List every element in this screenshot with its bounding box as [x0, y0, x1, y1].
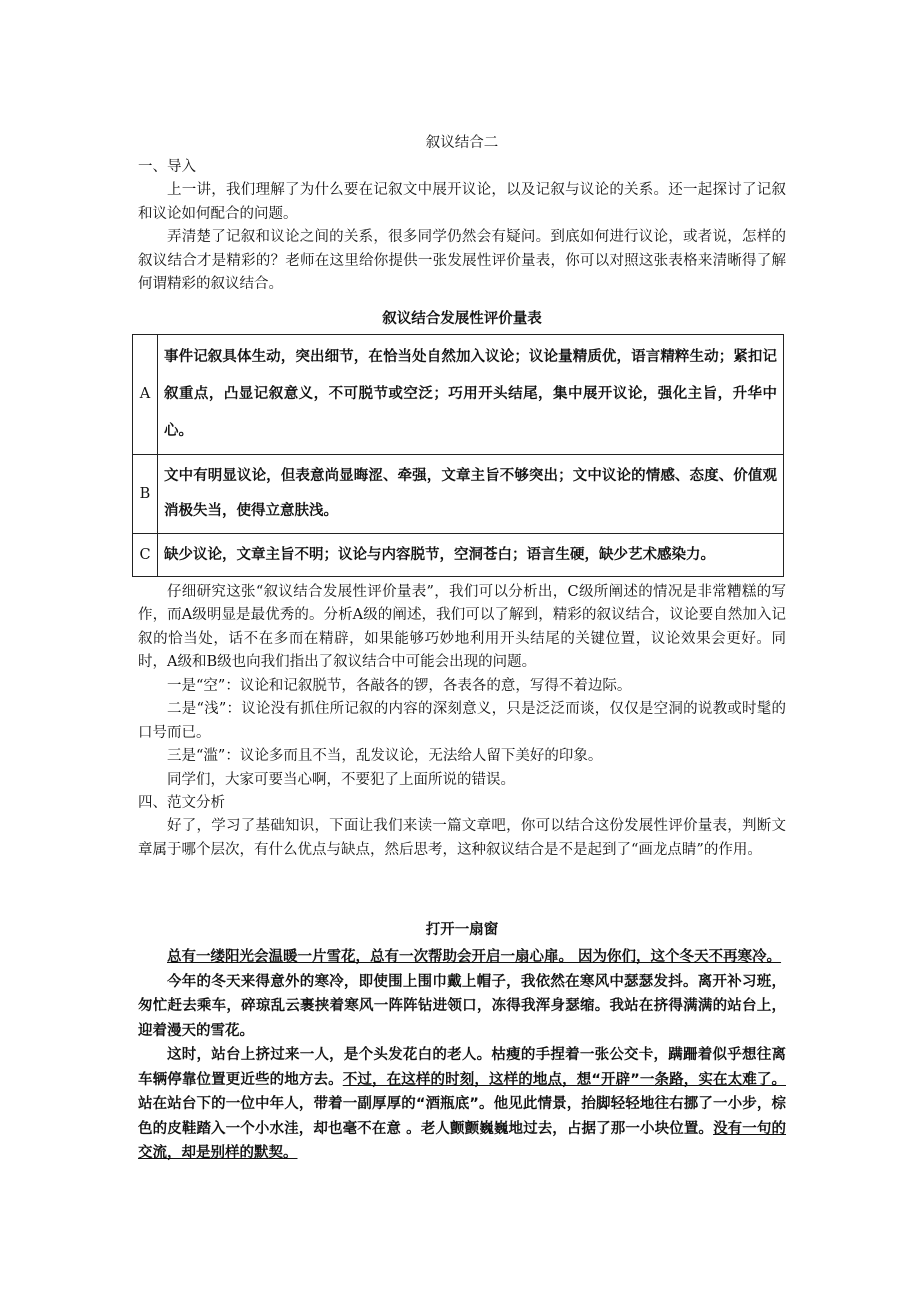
paragraph: 好了，学习了基础知识，下面让我们来读一篇文章吧，你可以结合这份发展性评价量表，判断文章属于哪个层次，有什么优点与缺点，然后思考，这种叙议结合是不是起到了“画龙点睛”的作用。 [138, 818, 786, 858]
document-page [138, 132, 786, 1166]
description-cell: 事件记叙具体生动，突出细节，在恰当处自然加入议论；议论量精质优，语言精粹生动；紧扣记叙重点，凸显记叙意义，不可脱节或空泛；巧用开头结尾，集中展开议论，强化主旨，升华中心。 [158, 334, 784, 454]
underlined-text: 不过，在这样的时刻，这样的地点，想“开辟”一条路，实在太难了。 [342, 1071, 786, 1088]
paragraph: 一是“空”：议论和记叙脱节，各敲各的锣，各表各的意，写得不着边际。 [167, 677, 632, 694]
paragraph: 仔细研究这张“叙议结合发展性评价量表”，我们可以分析出，C级所阐述的情况是非常糟糕的写作，而A级明显是最优秀的。分析A级的阐述，我们可以了解到，精彩的叙议结合，议论要自然加入记叙的恰当处，话不在多而在精辟，如果能够巧妙地利用开头结尾的关键位置，议论效果会更好。同时，A级和B级也向我们指出了叙议结合中可能会出现的问题。 [138, 583, 786, 670]
underlined-text: 总有一缕阳光会温暖一片雪花，总有一次帮助会开启一扇心扉。 因为你们，这个冬天不再寒冷。 [167, 949, 782, 965]
description-cell: 缺少议论，文章主旨不明；议论与内容脱节，空洞苍白；语言生硬，缺少艺术感染力。 [158, 533, 784, 576]
essay-title: 打开一扇窗 [425, 922, 499, 938]
essay-paragraph [138, 945, 786, 970]
paragraph: 上一讲，我们理解了为什么要在记叙文中展开议论，以及记叙与议论的关系。还一起探讨了记叙和议论如何配合的问题。 [138, 182, 786, 222]
table-title: 叙议结合发展性评价量表 [382, 310, 542, 327]
essay-text: 站在站台下的一位中年人，带着一副厚厚的“酒瓶底”。他见此情景，抬脚轻轻地往右挪了一小步，棕色的皮鞋踏入一个小水洼，却也毫不在意 。老人颤颤巍巍地过去，占据了那一小块位置。 [138, 1096, 786, 1137]
essay-body [138, 945, 786, 1166]
paragraph: 弄清楚了记叙和议论之间的关系，很多同学仍然会有疑问。到底如何进行议论，或者说，怎样的叙议结合才是精彩的？老师在这里给你提供一张发展性评价量表，你可以对照这张表格来清晰得了解何谓精彩的叙议结合。 [138, 229, 786, 292]
essay-paragraph [138, 1043, 786, 1166]
essay-text: 这时，站台上挤过来一人，是个头发花白的老人。枯瘦的手捏着一张公交卡，蹒跚着似乎想往离车辆停靠位置更近些的地方去。 [138, 1047, 786, 1088]
paragraph: 同学们，大家可要当心啊，不要犯了上面所说的错误。 [167, 771, 515, 788]
document-title: 叙议结合二 [425, 135, 499, 151]
paragraph: 三是“滥”：议论多而且不当，乱发议论，无法给人留下美好的印象。 [167, 748, 603, 764]
table-row [133, 454, 784, 533]
rubric-table [132, 334, 784, 577]
underlined-text: 没有一句的交流，却是别样的默契。 [138, 1120, 787, 1161]
level-cell: B [133, 454, 158, 533]
paragraph: 二是“浅”：议论没有抓住所记叙的内容的深刻意义，只是泛泛而谈，仅仅是空洞的说教或时髦的口号而已。 [138, 701, 786, 741]
section-heading-intro: 一、导入 [138, 159, 196, 175]
table-row [133, 334, 784, 454]
level-cell: A [133, 334, 158, 454]
table-row [133, 533, 784, 576]
description-cell: 文中有明显议论，但表意尚显晦涩、牵强，文章主旨不够突出；文中议论的情感、态度、价值观消极失当，使得立意肤浅。 [158, 454, 784, 533]
level-cell: C [133, 533, 158, 576]
essay-paragraph: 今年的冬天来得意外的寒冷，即使围上围巾戴上帽子，我依然在寒风中瑟瑟发抖。离开补习班，匆忙赶去乘车，碎琼乱云裹挟着寒风一阵阵钻进领口，冻得我浑身瑟缩。我站在挤得满满的站台上，迎着漫天的雪花。 [138, 973, 786, 1039]
section-heading-analysis: 四、范文分析 [138, 795, 225, 811]
